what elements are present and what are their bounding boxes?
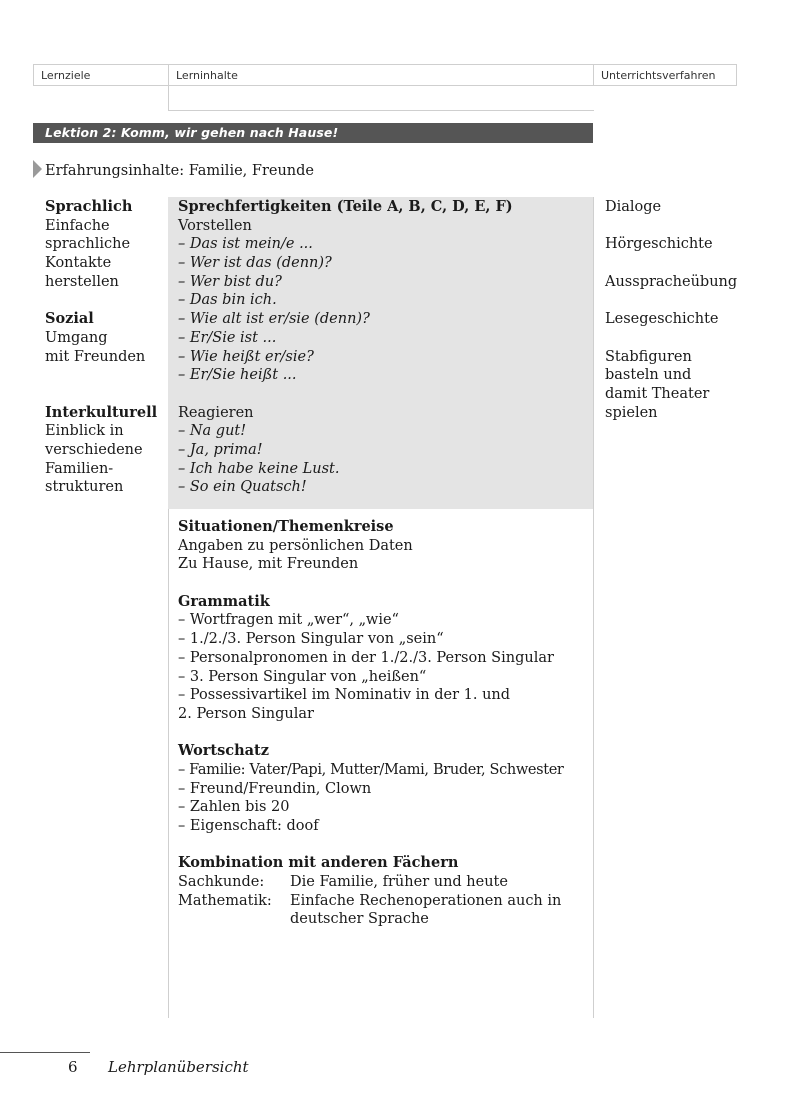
content-column-left-border [168,509,169,1018]
goal-line: Kontakte [45,255,112,272]
method-stabfiguren: spielen [605,404,658,421]
speaking-phrase: – Ich habe keine Lust. [178,460,340,477]
header-lernziele-label: Lernziele [41,69,91,82]
goals-column [45,198,157,497]
combination-row [178,873,564,892]
combination-text: deutscher Sprache [290,911,429,928]
combination-text: Die Familie, früher und heute [290,874,508,891]
method-lesegeschichte: Lesegeschichte [605,311,719,328]
speaking-phrase: – Wie heißt er/sie? [178,348,314,365]
goal-line: herstellen [45,273,119,290]
combination-row [178,910,564,929]
situations-heading: Situationen/Themenkreise [178,518,394,535]
speaking-phrase: – So ein Quatsch! [178,479,307,496]
vocabulary-heading: Wortschatz [178,742,269,760]
header-divider [168,85,169,111]
combination-heading: Kombination mit anderen Fächern [178,854,459,872]
vocabulary-line: – Zahlen bis 20 [178,799,290,816]
combination-label: Sachkunde: [178,874,265,891]
grammar-heading: Grammatik [178,592,270,610]
grammar-line: 2. Person Singular [178,705,314,722]
goal-sozial-heading: Sozial [45,310,94,328]
header-lerninhalte-label: Lerninhalte [176,69,238,82]
combination-label: Mathematik: [178,892,272,909]
speaking-phrase: – Wer bist du? [178,273,282,290]
speaking-phrase: – Das ist mein/e ... [178,236,313,253]
speaking-sub-vorstellen: Vorstellen [178,217,252,234]
grammar-line: – Wortfragen mit „wer“, „wie“ [178,612,399,629]
lesson-title: Lektion 2: Komm, wir gehen nach Hause! [45,125,339,140]
header-unterrichtsverfahren-label: Unterrichtsverfahren [601,69,716,82]
page-number: 6 [68,1058,78,1076]
speaking-heading: Sprechfertigkeiten (Teile A, B, C, D, E, F) [178,198,513,215]
combination-row [178,892,564,911]
speaking-phrase: – Ja, prima! [178,441,263,458]
speaking-skills [178,198,513,497]
experience-text: Erfahrungsinhalte: Familie, Freunde [45,163,314,179]
grammar-line: – 3. Person Singular von „heißen“ [178,668,427,685]
header-lernziele [33,64,169,86]
header-lerninhalte [168,64,594,86]
content-column-right-border [593,197,594,1018]
goal-line: Einblick in [45,423,124,440]
method-dialoge: Dialoge [605,199,662,215]
goal-sprachlich-heading: Sprachlich [45,198,133,215]
combination-text: Einfache Rechenoperationen auch in [290,892,562,909]
experience-line [33,160,314,181]
speaking-phrase: – Wie alt ist er/sie (denn)? [178,311,370,328]
goal-line: mit Freunden [45,348,146,365]
method-stabfiguren: basteln und [605,367,692,384]
vocabulary-line: – Familie: Vater/Papi, Mutter/Mami, Bruder, Schwester [178,761,564,778]
goal-line: verschiedene [45,441,143,458]
lesson-content [178,518,564,929]
method-ausspracheuebung: Ausspracheübung [605,273,738,290]
speaking-phrase: – Er/Sie ist ... [178,329,277,346]
footer-title: Lehrplanübersicht [108,1058,249,1076]
header-bottom-rule [168,110,594,111]
methods-column [605,198,737,422]
lesson-title-bar [33,123,593,143]
goal-line: Umgang [45,329,108,346]
goal-line: Einfache [45,217,110,234]
speaking-phrase: – Das bin ich. [178,292,277,309]
speaking-phrase: – Wer ist das (denn)? [178,255,332,272]
grammar-line: – 1./2./3. Person Singular von „sein“ [178,631,444,648]
goal-interkulturell-heading: Interkulturell [45,403,158,421]
vocabulary-line: – Freund/Freundin, Clown [178,780,372,797]
grammar-line: – Personalpronomen in der 1./2./3. Person Singular [178,649,554,666]
header-unterrichtsverfahren [593,64,737,86]
speaking-phrase: – Er/Sie heißt ... [178,367,297,384]
footer-rule [0,1052,90,1053]
goal-line: Familien- [45,460,114,477]
speaking-sub-reagieren: Reagieren [178,404,254,421]
triangle-marker-icon [33,160,42,178]
goal-line: strukturen [45,479,124,496]
method-stabfiguren: damit Theater [605,385,710,402]
grammar-line: – Possessivartikel im Nominativ in der 1. und [178,687,511,704]
speaking-phrase: – Na gut! [178,423,247,440]
situations-line: Zu Hause, mit Freunden [178,556,359,573]
method-stabfiguren: Stabfiguren [605,348,692,365]
vocabulary-line: – Eigenschaft: doof [178,818,319,834]
goal-line: sprachliche [45,236,131,253]
situations-line: Angaben zu persönlichen Daten [178,537,413,554]
method-hoergeschichte: Hörgeschichte [605,236,713,253]
